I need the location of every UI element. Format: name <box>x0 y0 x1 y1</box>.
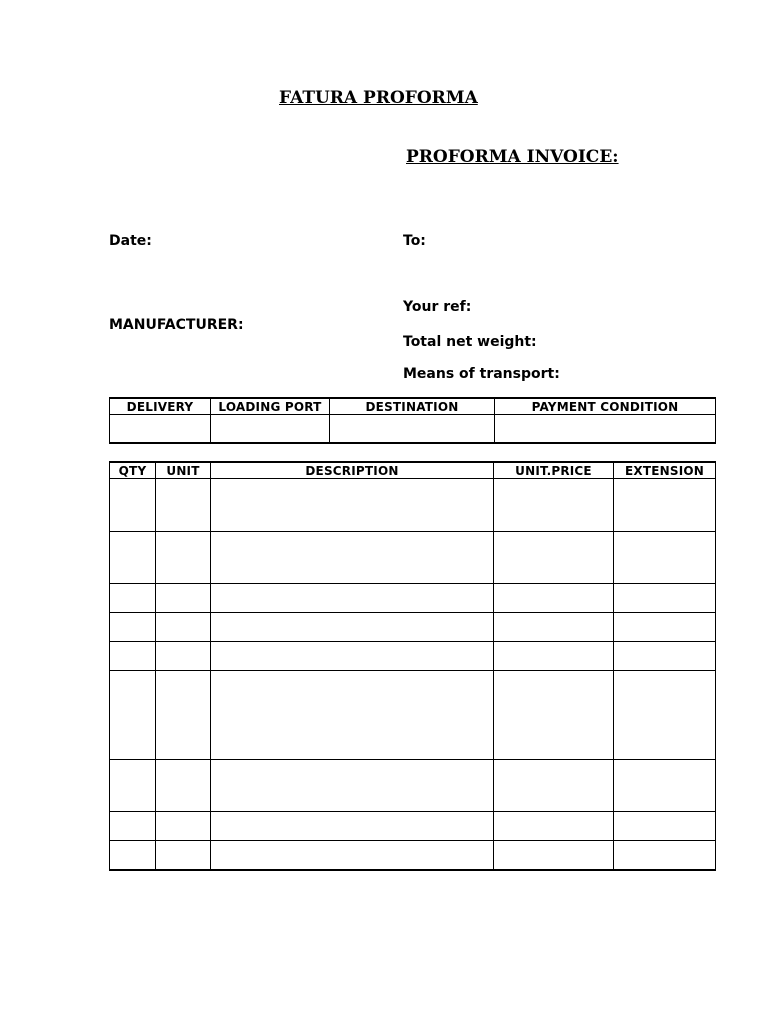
description-cell[interactable] <box>211 671 494 760</box>
description-cell[interactable] <box>211 642 494 671</box>
table-row <box>110 841 716 870</box>
loading-port-header: LOADING PORT <box>211 398 330 415</box>
destination-cell[interactable] <box>330 415 495 444</box>
items-header-row <box>110 462 716 479</box>
unit-cell[interactable] <box>156 479 211 532</box>
manufacturer-label: MANUFACTURER: <box>109 317 244 333</box>
table-row <box>110 613 716 642</box>
delivery-entry-row <box>110 415 716 444</box>
payment-condition-cell[interactable] <box>495 415 716 444</box>
unit-price-cell[interactable] <box>494 642 614 671</box>
to-label: To: <box>403 233 426 249</box>
qty-cell[interactable] <box>110 642 156 671</box>
payment-condition-header: PAYMENT CONDITION <box>495 398 716 415</box>
qty-cell[interactable] <box>110 671 156 760</box>
unit-price-header: UNIT.PRICE <box>494 462 614 479</box>
means-of-transport-label: Means of transport: <box>403 366 560 382</box>
table-row <box>110 642 716 671</box>
qty-cell[interactable] <box>110 532 156 584</box>
description-cell[interactable] <box>211 479 494 532</box>
description-cell[interactable] <box>211 760 494 812</box>
extension-cell[interactable] <box>614 584 716 613</box>
document-subtitle: PROFORMA INVOICE: <box>406 147 619 167</box>
extension-cell[interactable] <box>614 812 716 841</box>
extension-cell[interactable] <box>614 671 716 760</box>
qty-cell[interactable] <box>110 760 156 812</box>
description-cell[interactable] <box>211 584 494 613</box>
total-net-weight-label: Total net weight: <box>403 334 537 350</box>
description-header: DESCRIPTION <box>211 462 494 479</box>
table-row <box>110 532 716 584</box>
qty-cell[interactable] <box>110 584 156 613</box>
unit-price-cell[interactable] <box>494 812 614 841</box>
description-cell[interactable] <box>211 812 494 841</box>
extension-cell[interactable] <box>614 532 716 584</box>
date-label: Date: <box>109 233 152 249</box>
extension-cell[interactable] <box>614 760 716 812</box>
unit-price-cell[interactable] <box>494 841 614 870</box>
unit-price-cell[interactable] <box>494 671 614 760</box>
your-ref-label: Your ref: <box>403 299 472 315</box>
unit-price-cell[interactable] <box>494 479 614 532</box>
unit-price-cell[interactable] <box>494 532 614 584</box>
delivery-table <box>109 397 716 444</box>
items-table <box>109 461 716 871</box>
delivery-header: DELIVERY <box>110 398 211 415</box>
unit-cell[interactable] <box>156 642 211 671</box>
destination-header: DESTINATION <box>330 398 495 415</box>
table-row <box>110 671 716 760</box>
table-row <box>110 812 716 841</box>
unit-cell[interactable] <box>156 613 211 642</box>
extension-cell[interactable] <box>614 613 716 642</box>
description-cell[interactable] <box>211 841 494 870</box>
extension-cell[interactable] <box>614 841 716 870</box>
qty-cell[interactable] <box>110 841 156 870</box>
extension-header: EXTENSION <box>614 462 716 479</box>
qty-header: QTY <box>110 462 156 479</box>
extension-cell[interactable] <box>614 479 716 532</box>
document-title: FATURA PROFORMA <box>279 88 478 108</box>
delivery-cell[interactable] <box>110 415 211 444</box>
unit-price-cell[interactable] <box>494 613 614 642</box>
table-row <box>110 584 716 613</box>
qty-cell[interactable] <box>110 479 156 532</box>
table-row <box>110 760 716 812</box>
unit-cell[interactable] <box>156 841 211 870</box>
unit-cell[interactable] <box>156 812 211 841</box>
unit-cell[interactable] <box>156 532 211 584</box>
description-cell[interactable] <box>211 613 494 642</box>
qty-cell[interactable] <box>110 812 156 841</box>
table-row <box>110 479 716 532</box>
loading-port-cell[interactable] <box>211 415 330 444</box>
delivery-header-row <box>110 398 716 415</box>
unit-cell[interactable] <box>156 760 211 812</box>
unit-price-cell[interactable] <box>494 760 614 812</box>
unit-header: UNIT <box>156 462 211 479</box>
unit-price-cell[interactable] <box>494 584 614 613</box>
unit-cell[interactable] <box>156 584 211 613</box>
unit-cell[interactable] <box>156 671 211 760</box>
extension-cell[interactable] <box>614 642 716 671</box>
qty-cell[interactable] <box>110 613 156 642</box>
description-cell[interactable] <box>211 532 494 584</box>
